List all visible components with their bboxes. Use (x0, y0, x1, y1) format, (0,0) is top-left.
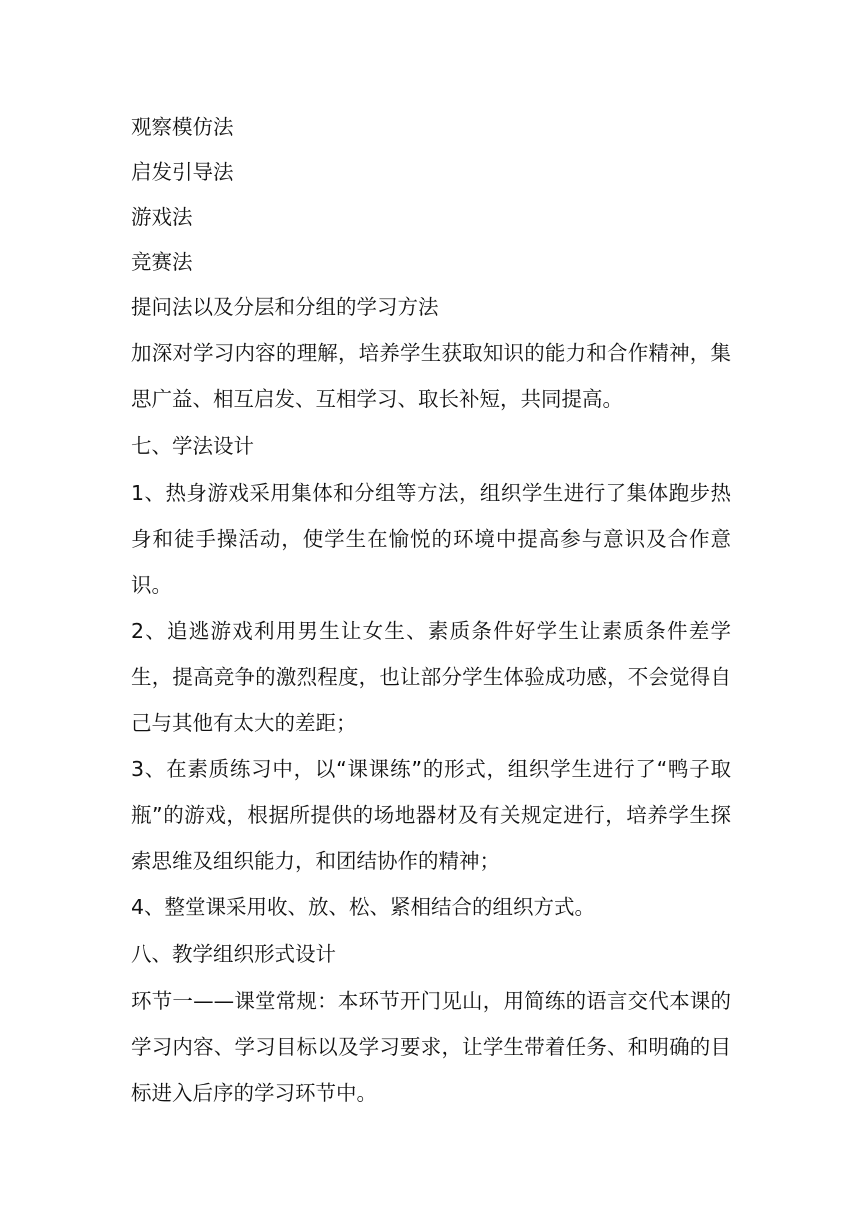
method-item: 观察模仿法 (131, 115, 234, 139)
method-item: 启发引导法 (131, 160, 234, 184)
section-heading-learning-method-design: 七、学法设计 (131, 434, 254, 458)
learning-method-item: 3、在素质练习中，以“课课练”的形式，组织学生进行了“鸭子取瓶”的游戏，根据所提供的场地器材及有关规定进行，培养学生探索思维及组织能力，和团结协作的精神； (131, 757, 731, 873)
method-item: 竞赛法 (131, 250, 193, 274)
method-item: 游戏法 (131, 205, 193, 229)
document-body (131, 105, 731, 1116)
methods-purpose-paragraph: 加深对学习内容的理解，培养学生获取知识的能力和合作精神，集思广益、相互启发、互相学习、取长补短，共同提高。 (131, 341, 731, 411)
learning-method-item: 1、热身游戏采用集体和分组等方法，组织学生进行了集体跑步热身和徒手操活动，使学生在愉悦的环境中提高参与意识及合作意识。 (131, 481, 731, 597)
learning-method-item: 4、整堂课采用收、放、松、紧相结合的组织方式。 (131, 895, 596, 919)
section-heading-teaching-organization: 八、教学组织形式设计 (131, 942, 336, 966)
teaching-organization-paragraph: 环节一——课堂常规：本环节开门见山，用简练的语言交代本课的学习内容、学习目标以及学习要求，让学生带着任务、和明确的目标进入后序的学习环节中。 (131, 989, 731, 1105)
method-item: 提问法以及分层和分组的学习方法 (131, 295, 439, 319)
learning-method-item: 2、追逃游戏利用男生让女生、素质条件好学生让素质条件差学生，提高竞争的激烈程度，也让部分学生体验成功感，不会觉得自己与其他有太大的差距； (131, 619, 731, 735)
